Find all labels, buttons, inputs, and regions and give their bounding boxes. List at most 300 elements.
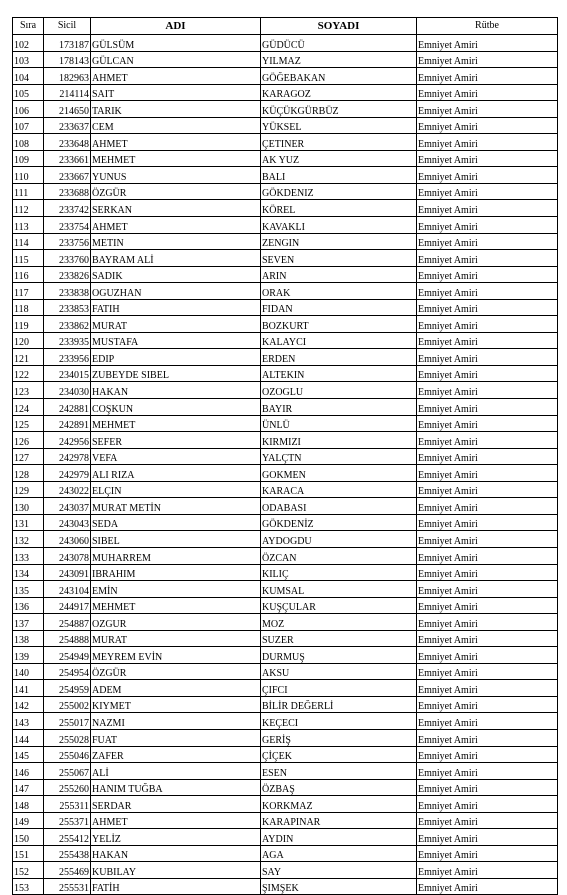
cell-adi: EMİN xyxy=(91,581,261,598)
table-row xyxy=(13,779,558,796)
cell-rutbe: Emniyet Amiri xyxy=(417,233,558,250)
table-row xyxy=(13,713,558,730)
cell-sicil: 233648 xyxy=(44,134,91,151)
cell-soyadi: ÇETINER xyxy=(261,134,417,151)
cell-adi: AHMET xyxy=(91,134,261,151)
table-row xyxy=(13,217,558,234)
cell-sira: 108 xyxy=(13,134,44,151)
cell-rutbe: Emniyet Amiri xyxy=(417,581,558,598)
table-row xyxy=(13,399,558,416)
table-row xyxy=(13,514,558,531)
cell-sira: 151 xyxy=(13,845,44,862)
cell-adi: AHMET xyxy=(91,217,261,234)
cell-adi: FATIH xyxy=(91,299,261,316)
cell-adi: SADIK xyxy=(91,266,261,283)
cell-rutbe: Emniyet Amiri xyxy=(417,68,558,85)
cell-sira: 109 xyxy=(13,150,44,167)
cell-rutbe: Emniyet Amiri xyxy=(417,332,558,349)
cell-sira: 140 xyxy=(13,663,44,680)
table-row xyxy=(13,233,558,250)
cell-rutbe: Emniyet Amiri xyxy=(417,465,558,482)
cell-sira: 133 xyxy=(13,547,44,564)
cell-soyadi: ALTEKIN xyxy=(261,365,417,382)
cell-sicil: 233688 xyxy=(44,183,91,200)
cell-soyadi: AYDOGDU xyxy=(261,531,417,548)
cell-adi: TARIK xyxy=(91,101,261,118)
cell-sira: 102 xyxy=(13,35,44,52)
table-row xyxy=(13,349,558,366)
table-row xyxy=(13,283,558,300)
cell-sira: 117 xyxy=(13,283,44,300)
cell-adi: KUBILAY xyxy=(91,862,261,879)
cell-sicil: 254959 xyxy=(44,680,91,697)
cell-soyadi: ODABASI xyxy=(261,498,417,515)
cell-rutbe: Emniyet Amiri xyxy=(417,630,558,647)
cell-adi: ZUBEYDE SIBEL xyxy=(91,365,261,382)
cell-soyadi: BİLİR DEĞERLİ xyxy=(261,696,417,713)
cell-rutbe: Emniyet Amiri xyxy=(417,663,558,680)
table-row xyxy=(13,183,558,200)
cell-adi: COŞKUN xyxy=(91,399,261,416)
cell-sira: 116 xyxy=(13,266,44,283)
cell-sicil: 243078 xyxy=(44,547,91,564)
cell-sira: 110 xyxy=(13,167,44,184)
cell-sira: 129 xyxy=(13,481,44,498)
cell-adi: MUHARREM xyxy=(91,547,261,564)
cell-adi: KIYMET xyxy=(91,696,261,713)
cell-rutbe: Emniyet Amiri xyxy=(417,862,558,879)
cell-soyadi: SEVEN xyxy=(261,250,417,267)
table-row xyxy=(13,696,558,713)
cell-adi: MEYREM EVİN xyxy=(91,647,261,664)
cell-soyadi: KÜÇÜKGÜRBÜZ xyxy=(261,101,417,118)
cell-sicil: 242891 xyxy=(44,415,91,432)
cell-sicil: 233956 xyxy=(44,349,91,366)
cell-rutbe: Emniyet Amiri xyxy=(417,696,558,713)
cell-sicil: 233742 xyxy=(44,200,91,217)
table-row xyxy=(13,382,558,399)
cell-adi: MEHMET xyxy=(91,415,261,432)
table-row xyxy=(13,51,558,68)
table-body xyxy=(13,35,558,895)
cell-adi: MEHMET xyxy=(91,150,261,167)
cell-adi: NAZMI xyxy=(91,713,261,730)
cell-sicil: 242881 xyxy=(44,399,91,416)
table-row xyxy=(13,729,558,746)
cell-sira: 131 xyxy=(13,514,44,531)
cell-adi: SERDAR xyxy=(91,796,261,813)
cell-sicil: 244917 xyxy=(44,597,91,614)
cell-adi: OGUZHAN xyxy=(91,283,261,300)
cell-rutbe: Emniyet Amiri xyxy=(417,514,558,531)
cell-adi: YELİZ xyxy=(91,829,261,846)
cell-rutbe: Emniyet Amiri xyxy=(417,382,558,399)
cell-soyadi: GÖĞEBAKAN xyxy=(261,68,417,85)
cell-sira: 120 xyxy=(13,332,44,349)
cell-sicil: 214650 xyxy=(44,101,91,118)
cell-rutbe: Emniyet Amiri xyxy=(417,266,558,283)
cell-rutbe: Emniyet Amiri xyxy=(417,498,558,515)
cell-sira: 145 xyxy=(13,746,44,763)
cell-soyadi: KALAYCI xyxy=(261,332,417,349)
cell-soyadi: ÖZCAN xyxy=(261,547,417,564)
cell-adi: YUNUS xyxy=(91,167,261,184)
cell-soyadi: ŞIMŞEK xyxy=(261,878,417,895)
cell-rutbe: Emniyet Amiri xyxy=(417,399,558,416)
cell-soyadi: BOZKURT xyxy=(261,316,417,333)
cell-sira: 121 xyxy=(13,349,44,366)
cell-sicil: 233667 xyxy=(44,167,91,184)
cell-sira: 143 xyxy=(13,713,44,730)
cell-rutbe: Emniyet Amiri xyxy=(417,647,558,664)
cell-rutbe: Emniyet Amiri xyxy=(417,134,558,151)
cell-sira: 112 xyxy=(13,200,44,217)
table-row xyxy=(13,299,558,316)
cell-sicil: 233935 xyxy=(44,332,91,349)
cell-sira: 103 xyxy=(13,51,44,68)
cell-soyadi: YILMAZ xyxy=(261,51,417,68)
table-row xyxy=(13,101,558,118)
cell-sicil: 254888 xyxy=(44,630,91,647)
table-row xyxy=(13,680,558,697)
cell-rutbe: Emniyet Amiri xyxy=(417,84,558,101)
cell-sira: 111 xyxy=(13,183,44,200)
cell-adi: ZAFER xyxy=(91,746,261,763)
cell-sicil: 255469 xyxy=(44,862,91,879)
cell-sicil: 178143 xyxy=(44,51,91,68)
cell-soyadi: ÖZBAŞ xyxy=(261,779,417,796)
cell-sicil: 243091 xyxy=(44,564,91,581)
cell-adi: ELÇIN xyxy=(91,481,261,498)
cell-soyadi: AGA xyxy=(261,845,417,862)
cell-adi: GÜLCAN xyxy=(91,51,261,68)
cell-rutbe: Emniyet Amiri xyxy=(417,316,558,333)
cell-adi: BAYRAM ALİ xyxy=(91,250,261,267)
table-row xyxy=(13,68,558,85)
table-row xyxy=(13,878,558,895)
cell-sicil: 254949 xyxy=(44,647,91,664)
cell-rutbe: Emniyet Amiri xyxy=(417,547,558,564)
cell-adi: MEHMET xyxy=(91,597,261,614)
cell-rutbe: Emniyet Amiri xyxy=(417,365,558,382)
table-row xyxy=(13,531,558,548)
cell-sira: 138 xyxy=(13,630,44,647)
cell-sira: 106 xyxy=(13,101,44,118)
table-row xyxy=(13,614,558,631)
cell-soyadi: KARAGOZ xyxy=(261,84,417,101)
table-row xyxy=(13,250,558,267)
cell-soyadi: MOZ xyxy=(261,614,417,631)
cell-soyadi: KUMSAL xyxy=(261,581,417,598)
cell-sira: 105 xyxy=(13,84,44,101)
cell-sicil: 255067 xyxy=(44,763,91,780)
cell-adi: EDIP xyxy=(91,349,261,366)
cell-rutbe: Emniyet Amiri xyxy=(417,779,558,796)
cell-soyadi: GÜDÜCÜ xyxy=(261,35,417,52)
cell-sicil: 255311 xyxy=(44,796,91,813)
cell-soyadi: AK YUZ xyxy=(261,150,417,167)
table-row xyxy=(13,167,558,184)
cell-sira: 141 xyxy=(13,680,44,697)
header-sira: Sıra xyxy=(13,18,44,35)
cell-sira: 123 xyxy=(13,382,44,399)
cell-rutbe: Emniyet Amiri xyxy=(417,349,558,366)
cell-sicil: 255046 xyxy=(44,746,91,763)
cell-sira: 150 xyxy=(13,829,44,846)
cell-sira: 135 xyxy=(13,581,44,598)
cell-sira: 134 xyxy=(13,564,44,581)
cell-rutbe: Emniyet Amiri xyxy=(417,117,558,134)
header-adi: ADI xyxy=(91,18,261,35)
cell-sira: 127 xyxy=(13,448,44,465)
table-row xyxy=(13,465,558,482)
cell-adi: HANIM TUĞBA xyxy=(91,779,261,796)
cell-rutbe: Emniyet Amiri xyxy=(417,796,558,813)
header-rutbe: Rütbe xyxy=(417,18,558,35)
cell-adi: AHMET xyxy=(91,68,261,85)
table-row xyxy=(13,415,558,432)
cell-sicil: 234015 xyxy=(44,365,91,382)
table-row xyxy=(13,812,558,829)
cell-adi: HAKAN xyxy=(91,382,261,399)
cell-adi: MURAT xyxy=(91,630,261,647)
cell-sicil: 243022 xyxy=(44,481,91,498)
cell-adi: OZGUR xyxy=(91,614,261,631)
cell-soyadi: GÖKDENIZ xyxy=(261,183,417,200)
cell-soyadi: KÖREL xyxy=(261,200,417,217)
cell-sicil: 255531 xyxy=(44,878,91,895)
cell-rutbe: Emniyet Amiri xyxy=(417,680,558,697)
cell-adi: ALİ xyxy=(91,763,261,780)
cell-rutbe: Emniyet Amiri xyxy=(417,564,558,581)
cell-sicil: 233826 xyxy=(44,266,91,283)
cell-sicil: 243043 xyxy=(44,514,91,531)
cell-rutbe: Emniyet Amiri xyxy=(417,878,558,895)
table-row xyxy=(13,35,558,52)
cell-rutbe: Emniyet Amiri xyxy=(417,481,558,498)
cell-sira: 148 xyxy=(13,796,44,813)
cell-sicil: 233661 xyxy=(44,150,91,167)
cell-adi: IBRAHIM xyxy=(91,564,261,581)
cell-adi: SIBEL xyxy=(91,531,261,548)
cell-rutbe: Emniyet Amiri xyxy=(417,746,558,763)
cell-soyadi: FIDAN xyxy=(261,299,417,316)
cell-sira: 104 xyxy=(13,68,44,85)
cell-adi: ALI RIZA xyxy=(91,465,261,482)
cell-sira: 114 xyxy=(13,233,44,250)
table-row xyxy=(13,117,558,134)
cell-rutbe: Emniyet Amiri xyxy=(417,167,558,184)
cell-soyadi: KARACA xyxy=(261,481,417,498)
cell-adi: MURAT METİN xyxy=(91,498,261,515)
cell-soyadi: AYDIN xyxy=(261,829,417,846)
cell-soyadi: ESEN xyxy=(261,763,417,780)
cell-adi: FUAT xyxy=(91,729,261,746)
cell-rutbe: Emniyet Amiri xyxy=(417,250,558,267)
cell-rutbe: Emniyet Amiri xyxy=(417,35,558,52)
cell-soyadi: KEÇECI xyxy=(261,713,417,730)
table-row xyxy=(13,597,558,614)
table-row xyxy=(13,134,558,151)
cell-sira: 142 xyxy=(13,696,44,713)
cell-rutbe: Emniyet Amiri xyxy=(417,829,558,846)
cell-soyadi: SUZER xyxy=(261,630,417,647)
table-row xyxy=(13,200,558,217)
cell-adi: ÖZGÜR xyxy=(91,183,261,200)
cell-soyadi: GOKMEN xyxy=(261,465,417,482)
cell-adi: FATİH xyxy=(91,878,261,895)
cell-adi: ÖZGÜR xyxy=(91,663,261,680)
header-sicil: Sicil xyxy=(44,18,91,35)
cell-adi: VEFA xyxy=(91,448,261,465)
cell-sicil: 254887 xyxy=(44,614,91,631)
personnel-table xyxy=(12,17,558,895)
cell-rutbe: Emniyet Amiri xyxy=(417,299,558,316)
cell-soyadi: DURMUŞ xyxy=(261,647,417,664)
table-row xyxy=(13,564,558,581)
cell-soyadi: GÖKDENİZ xyxy=(261,514,417,531)
cell-adi: MUSTAFA xyxy=(91,332,261,349)
cell-sicil: 182963 xyxy=(44,68,91,85)
cell-rutbe: Emniyet Amiri xyxy=(417,812,558,829)
cell-rutbe: Emniyet Amiri xyxy=(417,183,558,200)
table-row xyxy=(13,647,558,664)
cell-soyadi: KILIÇ xyxy=(261,564,417,581)
cell-rutbe: Emniyet Amiri xyxy=(417,51,558,68)
cell-rutbe: Emniyet Amiri xyxy=(417,763,558,780)
cell-soyadi: BALI xyxy=(261,167,417,184)
table-row xyxy=(13,630,558,647)
cell-sira: 125 xyxy=(13,415,44,432)
cell-rutbe: Emniyet Amiri xyxy=(417,415,558,432)
cell-sira: 124 xyxy=(13,399,44,416)
cell-rutbe: Emniyet Amiri xyxy=(417,283,558,300)
table-row xyxy=(13,746,558,763)
cell-adi: SAIT xyxy=(91,84,261,101)
cell-soyadi: OZOGLU xyxy=(261,382,417,399)
cell-soyadi: SAY xyxy=(261,862,417,879)
table-row xyxy=(13,84,558,101)
table-row xyxy=(13,316,558,333)
cell-sicil: 255371 xyxy=(44,812,91,829)
cell-adi: ADEM xyxy=(91,680,261,697)
table-row xyxy=(13,663,558,680)
cell-sira: 132 xyxy=(13,531,44,548)
cell-soyadi: AKSU xyxy=(261,663,417,680)
table-row xyxy=(13,862,558,879)
table-row xyxy=(13,266,558,283)
cell-sira: 113 xyxy=(13,217,44,234)
cell-sicil: 233760 xyxy=(44,250,91,267)
cell-sira: 130 xyxy=(13,498,44,515)
cell-rutbe: Emniyet Amiri xyxy=(417,101,558,118)
cell-sira: 152 xyxy=(13,862,44,879)
cell-rutbe: Emniyet Amiri xyxy=(417,448,558,465)
cell-adi: SERKAN xyxy=(91,200,261,217)
table-row xyxy=(13,448,558,465)
cell-sicil: 233838 xyxy=(44,283,91,300)
table-row xyxy=(13,829,558,846)
cell-soyadi: KAVAKLI xyxy=(261,217,417,234)
cell-soyadi: ERDEN xyxy=(261,349,417,366)
cell-rutbe: Emniyet Amiri xyxy=(417,614,558,631)
cell-sira: 153 xyxy=(13,878,44,895)
cell-sira: 119 xyxy=(13,316,44,333)
cell-soyadi: YALÇTN xyxy=(261,448,417,465)
cell-soyadi: ÇİÇEK xyxy=(261,746,417,763)
cell-soyadi: ÜNLÜ xyxy=(261,415,417,432)
cell-adi: GÜLSÜM xyxy=(91,35,261,52)
cell-sira: 147 xyxy=(13,779,44,796)
cell-rutbe: Emniyet Amiri xyxy=(417,217,558,234)
table-row xyxy=(13,581,558,598)
cell-rutbe: Emniyet Amiri xyxy=(417,597,558,614)
cell-sicil: 234030 xyxy=(44,382,91,399)
cell-rutbe: Emniyet Amiri xyxy=(417,200,558,217)
cell-soyadi: KUŞÇULAR xyxy=(261,597,417,614)
cell-sira: 118 xyxy=(13,299,44,316)
cell-sicil: 233862 xyxy=(44,316,91,333)
cell-sira: 107 xyxy=(13,117,44,134)
cell-adi: SEFER xyxy=(91,432,261,449)
cell-sira: 139 xyxy=(13,647,44,664)
cell-adi: AHMET xyxy=(91,812,261,829)
cell-soyadi: KIRMIZI xyxy=(261,432,417,449)
cell-sira: 144 xyxy=(13,729,44,746)
cell-sira: 128 xyxy=(13,465,44,482)
cell-soyadi: ZENGIN xyxy=(261,233,417,250)
cell-rutbe: Emniyet Amiri xyxy=(417,845,558,862)
cell-sicil: 173187 xyxy=(44,35,91,52)
cell-soyadi: BAYIR xyxy=(261,399,417,416)
cell-soyadi: ARIN xyxy=(261,266,417,283)
table-row xyxy=(13,432,558,449)
cell-sira: 122 xyxy=(13,365,44,382)
cell-soyadi: ORAK xyxy=(261,283,417,300)
cell-adi: SEDA xyxy=(91,514,261,531)
cell-rutbe: Emniyet Amiri xyxy=(417,531,558,548)
cell-sira: 136 xyxy=(13,597,44,614)
cell-soyadi: ÇIFCI xyxy=(261,680,417,697)
cell-soyadi: YÜKSEL xyxy=(261,117,417,134)
cell-sicil: 255017 xyxy=(44,713,91,730)
cell-sicil: 214114 xyxy=(44,84,91,101)
table-row xyxy=(13,796,558,813)
table-row xyxy=(13,763,558,780)
cell-rutbe: Emniyet Amiri xyxy=(417,713,558,730)
cell-sira: 115 xyxy=(13,250,44,267)
cell-sicil: 233756 xyxy=(44,233,91,250)
cell-sicil: 242978 xyxy=(44,448,91,465)
table-row xyxy=(13,845,558,862)
table-row xyxy=(13,150,558,167)
cell-sicil: 255438 xyxy=(44,845,91,862)
cell-rutbe: Emniyet Amiri xyxy=(417,729,558,746)
cell-sicil: 233754 xyxy=(44,217,91,234)
cell-soyadi: GERİŞ xyxy=(261,729,417,746)
cell-soyadi: KARAPINAR xyxy=(261,812,417,829)
table-row xyxy=(13,332,558,349)
cell-adi: HAKAN xyxy=(91,845,261,862)
header-row xyxy=(13,18,558,35)
cell-sicil: 233637 xyxy=(44,117,91,134)
cell-sicil: 233853 xyxy=(44,299,91,316)
cell-adi: MURAT xyxy=(91,316,261,333)
cell-sicil: 242956 xyxy=(44,432,91,449)
cell-sira: 126 xyxy=(13,432,44,449)
cell-sicil: 243060 xyxy=(44,531,91,548)
cell-rutbe: Emniyet Amiri xyxy=(417,432,558,449)
